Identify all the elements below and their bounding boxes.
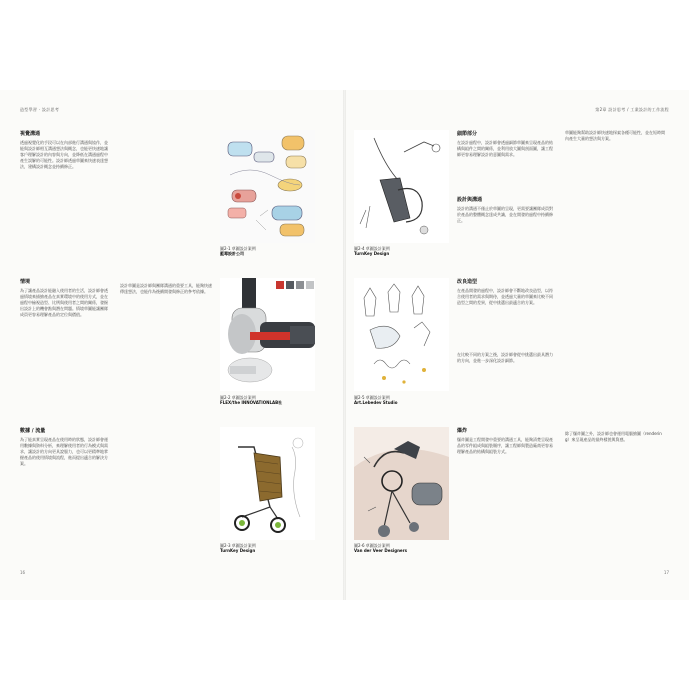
section-body: 透過視覺化的手段可以在內部進行溝通與協作，並能與設計師相互溝通想法與概念，也能更快速地讓客戶理解設計的內容與方向，並降低在溝通過程中產生誤解的可能性。設計師透過草圖來快速表達想法，建構設計概念並持續修正。 xyxy=(20,140,108,169)
section-heading: 改良造型 xyxy=(457,279,478,285)
section-exploded-view xyxy=(457,427,555,455)
caption-title: Art.Lebedev Studio xyxy=(354,400,398,405)
book-gutter xyxy=(343,90,346,600)
colour-chip xyxy=(296,281,304,289)
colour-chip xyxy=(276,281,284,289)
section-scenario xyxy=(20,278,108,318)
section-data-flow xyxy=(20,427,108,467)
section-heading: 爆炸 xyxy=(457,428,468,434)
figure-kitchen-product-sketch xyxy=(220,130,315,243)
figure-caption xyxy=(354,543,449,553)
colour-swatch-strip xyxy=(276,281,314,289)
running-head-right: 第2章 設計思考 / 工業設計的工作流程 xyxy=(595,107,669,112)
caption-label: 圖2-3 草圖設計案例 xyxy=(220,543,256,548)
section-heading: 設計與溝通 xyxy=(457,197,483,203)
page-number-left: 16 xyxy=(20,570,26,575)
improve-note: 在比較不同的方案之後，設計師會從中挑選出最具潛力的方向，並進一步深化設計細節。 xyxy=(457,352,553,363)
book-spread xyxy=(0,90,689,600)
section-heading: 數據 / 流量 xyxy=(20,428,46,434)
caption-title: 藍莓設計公司 xyxy=(220,251,244,256)
section-heading: 情境 xyxy=(20,279,31,285)
section-visual-communication xyxy=(20,130,108,170)
figure-caption xyxy=(220,543,315,553)
figure-caption xyxy=(220,246,315,256)
caption-label: 圖2-1 草圖設計案例 xyxy=(220,246,256,251)
figure-exploded-view-render xyxy=(354,427,449,540)
section-body: 設計的溝通不僅止於草圖的呈現，更需要讓團隊成員對於產品的整體概念達成共識，並在開發的過程中持續修正。 xyxy=(457,206,553,223)
colour-chip xyxy=(286,281,294,289)
figure-form-iteration-sketch xyxy=(354,278,449,391)
figure-caption xyxy=(220,395,315,405)
section-detail xyxy=(457,130,555,158)
caption-label: 圖2-2 草圖設計案例 xyxy=(220,395,256,400)
section-body: 為了讓產品設計能融入使用者的生活，設計師會透過情境來描繪產品在真實環境中的使用方式，並在過程中檢視造型、比例與使用者之間的關係，發掘出設計上的機會點與潛在問題。情境草圖能讓團隊成員更容易理解產品的定位與價值。 xyxy=(20,288,108,317)
figure-stroller-sketch xyxy=(220,427,315,540)
section-body: 為了能真實呈現產品在使用時的狀態，設計師會運用數據與資料分析，來理解使用者的行為模式與需求，讓設計的方向更具說服力，也可以更精準地掌握產品的使用情境與流程，進而提出適合的解決方案。 xyxy=(20,437,108,466)
section-body: 爆炸圖是工程開發中重要的溝通工具，能夠清楚呈現產品的零件組成與組裝順序，讓工程師與製造廠商更容易理解產品的結構與組裝方式。 xyxy=(457,437,553,454)
section-design-communication xyxy=(457,196,555,224)
caption-label: 圖2-5 草圖設計案例 xyxy=(354,395,390,400)
section-body: 在設計過程中，設計師會透過細節草圖來呈現產品的結構與組件之間的關係，並利用放大圖與剖面圖，讓工程師更容易理解設計的意圖與需求。 xyxy=(457,140,553,157)
caption-label: 圖2-4 草圖設計案例 xyxy=(354,246,390,251)
colour-chip xyxy=(306,281,314,289)
caption-title: FLEX/the INNOVATIONLAB社 xyxy=(220,400,283,405)
caption-label: 圖2-6 草圖設計案例 xyxy=(354,543,390,548)
figure-power-tool-render xyxy=(220,278,315,391)
figure-caption xyxy=(354,395,449,405)
caption-title: TurnKey Design xyxy=(354,251,390,256)
middle-note: 設計草圖是設計師與團隊溝通的重要工具，能夠快速傳達想法，也能作為後續開發與修正的參考依據。 xyxy=(120,283,212,294)
top-note: 草圖能夠幫助設計師快速地探索各種可能性，並在短時間內產生大量的想法與方案。 xyxy=(565,130,665,141)
figure-detail-sketch xyxy=(354,130,449,243)
bottom-note: 除了爆炸圖之外，設計師也會運用電腦繪圖（rendering）來呈現產品的最終樣貌與質感。 xyxy=(565,431,662,442)
figure-caption xyxy=(354,246,449,256)
page-number-right: 17 xyxy=(663,570,669,575)
section-body: 在產品開發的過程中，設計師會不斷地改良造型，以符合使用者的需求與期待，並透過大量的草圖來比較不同造型之間的差異，從中挑選出最適合的方案。 xyxy=(457,288,553,305)
section-form-improvement xyxy=(457,278,555,306)
running-head-left: 造型學習 · 設計思考 xyxy=(20,107,60,112)
caption-title: TurnKey Design xyxy=(220,548,256,553)
section-heading: 視覺溝通 xyxy=(20,131,41,137)
section-heading: 細節部分 xyxy=(457,131,478,137)
caption-title: Van der Veer Designers xyxy=(354,548,407,553)
